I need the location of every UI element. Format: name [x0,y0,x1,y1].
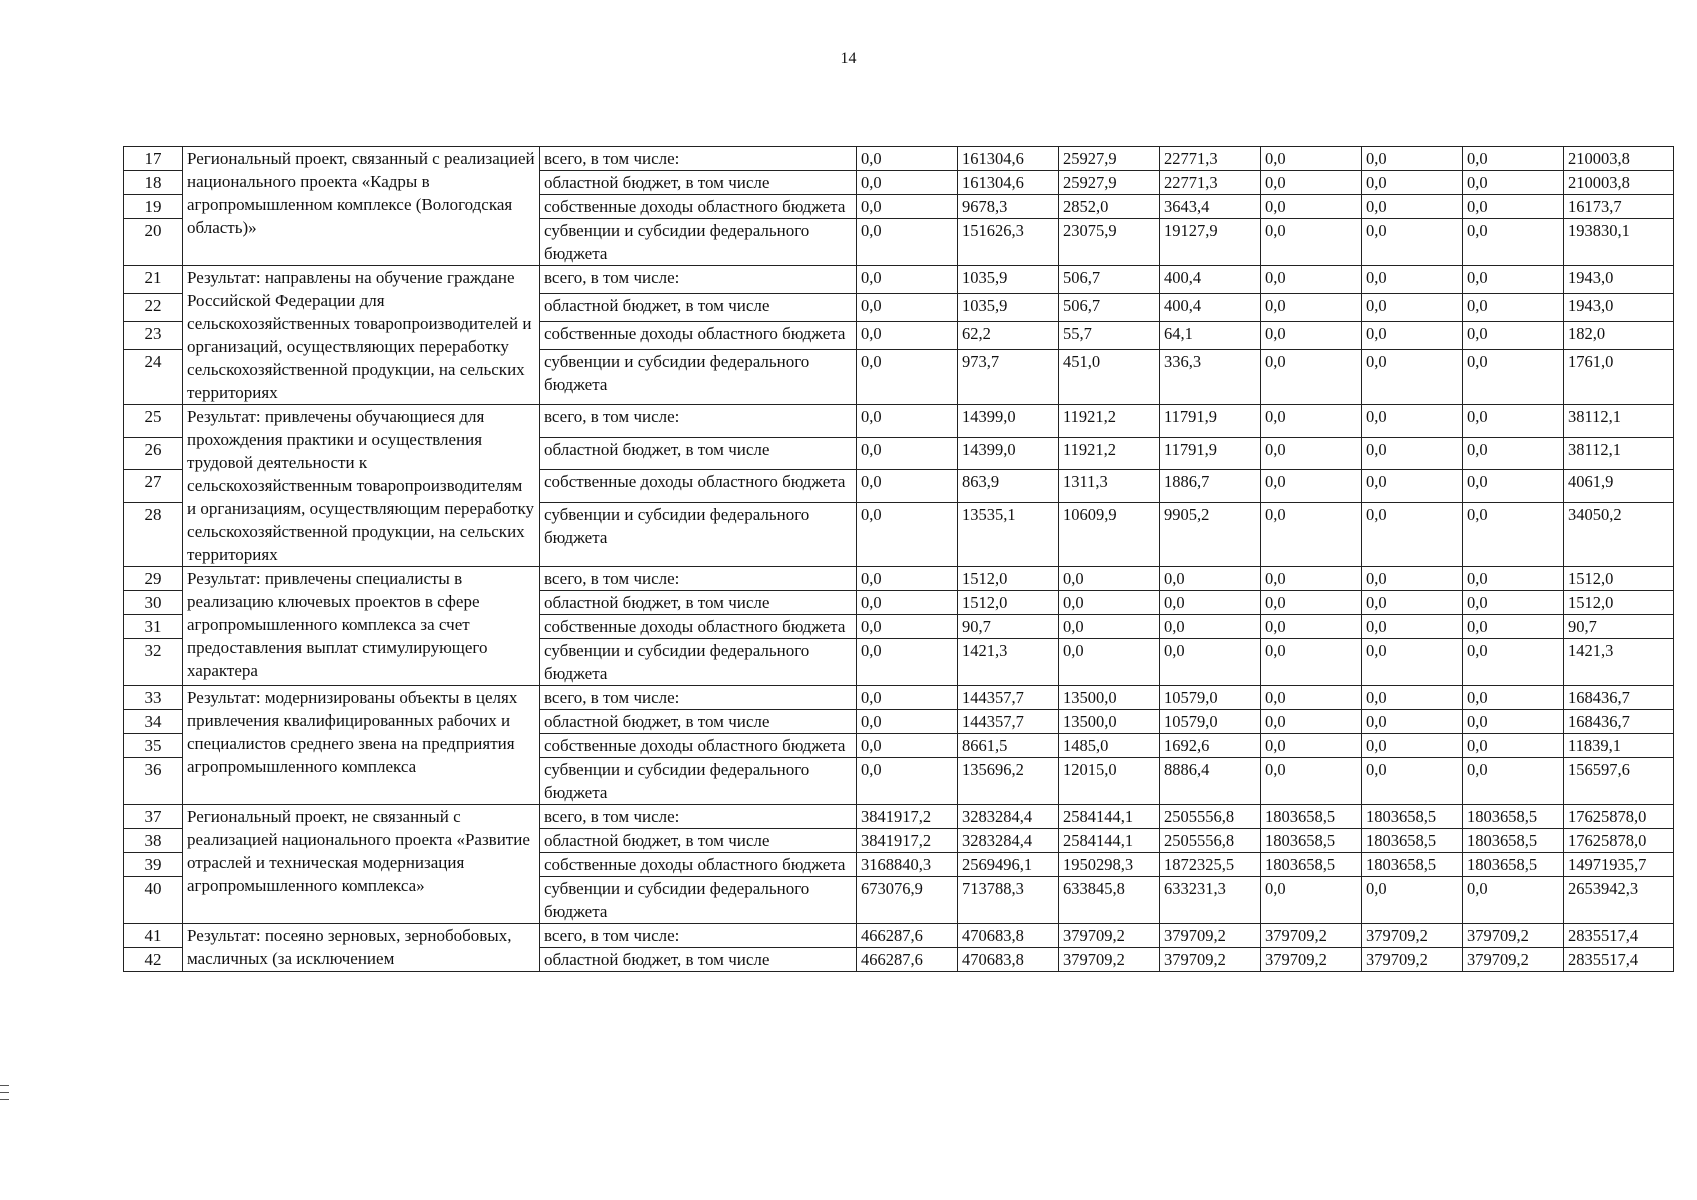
year-value: 0,0 [1463,686,1564,710]
year-value: 0,0 [1362,734,1463,758]
year-value: 0,0 [857,294,958,322]
year-value: 0,0 [857,405,958,438]
table-row [124,567,1674,591]
funding-source: субвенции и субсидии федерального бюджета [540,877,857,924]
year-value: 0,0 [857,686,958,710]
year-value: 161304,6 [958,171,1059,195]
year-value: 0,0 [1463,503,1564,567]
row-number: 26 [124,437,183,470]
year-value: 0,0 [1362,503,1463,567]
year-value: 0,0 [1261,591,1362,615]
funding-source: всего, в том числе: [540,567,857,591]
item-description: Результат: привлечены обучающиеся для прохождения практики и осуществления трудовой деятельности к сельскохозяйственным товаропроизводителям и организациям, осуществляющим переработку сельскохозяйственной продукции, на сельских территориях [183,405,540,567]
funding-source: собственные доходы областного бюджета [540,470,857,503]
year-value: 3168840,3 [857,853,958,877]
row-number: 28 [124,503,183,567]
year-value: 2584144,1 [1059,829,1160,853]
year-value: 19127,9 [1160,219,1261,266]
funding-source: всего, в том числе: [540,805,857,829]
year-value: 12015,0 [1059,758,1160,805]
year-value: 0,0 [1261,266,1362,294]
year-value: 1803658,5 [1362,829,1463,853]
total-value: 2653942,3 [1564,877,1674,924]
year-value: 1485,0 [1059,734,1160,758]
year-value: 10579,0 [1160,686,1261,710]
year-value: 0,0 [1059,567,1160,591]
funding-source: всего, в том числе: [540,147,857,171]
year-value: 379709,2 [1362,924,1463,948]
year-value: 10609,9 [1059,503,1160,567]
year-value: 3283284,4 [958,805,1059,829]
year-value: 2505556,8 [1160,829,1261,853]
year-value: 0,0 [1463,266,1564,294]
year-value: 2505556,8 [1160,805,1261,829]
margin-mark [0,1099,9,1100]
year-value: 90,7 [958,615,1059,639]
year-value: 379709,2 [1463,924,1564,948]
year-value: 1886,7 [1160,470,1261,503]
funding-source: областной бюджет, в том числе [540,710,857,734]
row-number: 40 [124,877,183,924]
year-value: 379709,2 [1059,924,1160,948]
year-value: 22771,3 [1160,171,1261,195]
funding-source: собственные доходы областного бюджета [540,322,857,350]
year-value: 0,0 [1362,470,1463,503]
year-value: 11791,9 [1160,405,1261,438]
year-value: 0,0 [857,591,958,615]
margin-mark [0,1085,9,1086]
total-value: 168436,7 [1564,710,1674,734]
year-value: 0,0 [1261,171,1362,195]
year-value: 0,0 [1261,734,1362,758]
year-value: 0,0 [1362,294,1463,322]
row-number: 23 [124,322,183,350]
year-value: 64,1 [1160,322,1261,350]
year-value: 25927,9 [1059,147,1160,171]
total-value: 1943,0 [1564,294,1674,322]
row-number: 35 [124,734,183,758]
year-value: 1512,0 [958,567,1059,591]
year-value: 0,0 [1362,639,1463,686]
year-value: 0,0 [857,470,958,503]
year-value: 0,0 [857,710,958,734]
year-value: 2584144,1 [1059,805,1160,829]
year-value: 1311,3 [1059,470,1160,503]
year-value: 0,0 [1261,615,1362,639]
year-value: 0,0 [1059,591,1160,615]
year-value: 22771,3 [1160,147,1261,171]
year-value: 1692,6 [1160,734,1261,758]
total-value: 4061,9 [1564,470,1674,503]
total-value: 14971935,7 [1564,853,1674,877]
year-value: 0,0 [1261,294,1362,322]
year-value: 0,0 [1160,591,1261,615]
year-value: 1803658,5 [1362,805,1463,829]
year-value: 0,0 [1261,350,1362,405]
funding-source: всего, в том числе: [540,405,857,438]
year-value: 13500,0 [1059,710,1160,734]
year-value: 0,0 [1362,266,1463,294]
year-value: 0,0 [1362,350,1463,405]
year-value: 0,0 [1261,758,1362,805]
year-value: 379709,2 [1261,948,1362,972]
year-value: 1803658,5 [1463,805,1564,829]
year-value: 470683,8 [958,948,1059,972]
year-value: 0,0 [1261,639,1362,686]
year-value: 1803658,5 [1463,829,1564,853]
year-value: 0,0 [1059,615,1160,639]
item-description: Результат: направлены на обучение граждане Российской Федерации для сельскохозяйственных товаропроизводителей и организаций, осуществляющих переработку сельскохозяйственной продукции, на сельских территориях [183,266,540,405]
funding-source: собственные доходы областного бюджета [540,734,857,758]
year-value: 863,9 [958,470,1059,503]
year-value: 0,0 [1362,877,1463,924]
funding-source: субвенции и субсидии федерального бюджета [540,503,857,567]
total-value: 1512,0 [1564,591,1674,615]
table-row [124,686,1674,710]
year-value: 336,3 [1160,350,1261,405]
year-value: 400,4 [1160,266,1261,294]
total-value: 193830,1 [1564,219,1674,266]
year-value: 1803658,5 [1463,853,1564,877]
row-number: 33 [124,686,183,710]
year-value: 14399,0 [958,405,1059,438]
year-value: 0,0 [1463,294,1564,322]
year-value: 0,0 [1362,147,1463,171]
year-value: 11921,2 [1059,437,1160,470]
year-value: 0,0 [1261,437,1362,470]
year-value: 0,0 [1362,405,1463,438]
total-value: 2835517,4 [1564,948,1674,972]
row-number: 38 [124,829,183,853]
year-value: 0,0 [1463,734,1564,758]
year-value: 1803658,5 [1261,853,1362,877]
total-value: 156597,6 [1564,758,1674,805]
year-value: 1803658,5 [1261,805,1362,829]
year-value: 8886,4 [1160,758,1261,805]
year-value: 0,0 [1160,615,1261,639]
year-value: 0,0 [1362,567,1463,591]
year-value: 0,0 [1261,219,1362,266]
year-value: 0,0 [1261,567,1362,591]
year-value: 0,0 [1463,758,1564,805]
total-value: 210003,8 [1564,171,1674,195]
item-description: Региональный проект, не связанный с реализацией национального проекта «Развитие отраслей и техническая модернизация агропромышленного комплекса» [183,805,540,924]
year-value: 3841917,2 [857,829,958,853]
row-number: 36 [124,758,183,805]
funding-source: субвенции и субсидии федерального бюджета [540,758,857,805]
year-value: 0,0 [1362,437,1463,470]
year-value: 379709,2 [1362,948,1463,972]
year-value: 466287,6 [857,948,958,972]
year-value: 0,0 [1261,710,1362,734]
year-value: 0,0 [1362,591,1463,615]
row-number: 17 [124,147,183,171]
row-number: 41 [124,924,183,948]
funding-source: собственные доходы областного бюджета [540,853,857,877]
year-value: 0,0 [857,615,958,639]
year-value: 10579,0 [1160,710,1261,734]
year-value: 0,0 [1463,405,1564,438]
page-number: 14 [840,50,857,67]
table-row [124,805,1674,829]
year-value: 0,0 [1160,567,1261,591]
funding-source: всего, в том числе: [540,266,857,294]
total-value: 38112,1 [1564,405,1674,438]
year-value: 0,0 [1463,437,1564,470]
year-value: 0,0 [1261,147,1362,171]
funding-source: областной бюджет, в том числе [540,171,857,195]
year-value: 0,0 [857,266,958,294]
year-value: 23075,9 [1059,219,1160,266]
year-value: 0,0 [1463,350,1564,405]
table-row [124,405,1674,438]
total-value: 17625878,0 [1564,829,1674,853]
year-value: 0,0 [1362,615,1463,639]
year-value: 0,0 [857,758,958,805]
year-value: 0,0 [1463,147,1564,171]
row-number: 39 [124,853,183,877]
year-value: 0,0 [1261,503,1362,567]
total-value: 34050,2 [1564,503,1674,567]
year-value: 0,0 [857,437,958,470]
year-value: 0,0 [857,147,958,171]
row-number: 30 [124,591,183,615]
year-value: 0,0 [857,322,958,350]
year-value: 151626,3 [958,219,1059,266]
year-value: 0,0 [857,195,958,219]
funding-source: собственные доходы областного бюджета [540,615,857,639]
year-value: 0,0 [1463,567,1564,591]
year-value: 0,0 [857,734,958,758]
funding-source: всего, в том числе: [540,686,857,710]
funding-source: субвенции и субсидии федерального бюджета [540,639,857,686]
year-value: 0,0 [1463,219,1564,266]
year-value: 0,0 [1463,877,1564,924]
funding-source: областной бюджет, в том числе [540,591,857,615]
year-value: 8661,5 [958,734,1059,758]
funding-source: субвенции и субсидии федерального бюджета [540,219,857,266]
total-value: 90,7 [1564,615,1674,639]
row-number: 18 [124,171,183,195]
year-value: 2852,0 [1059,195,1160,219]
funding-source: областной бюджет, в том числе [540,294,857,322]
year-value: 0,0 [1463,710,1564,734]
year-value: 1035,9 [958,266,1059,294]
year-value: 0,0 [1463,171,1564,195]
year-value: 633231,3 [1160,877,1261,924]
year-value: 1950298,3 [1059,853,1160,877]
year-value: 0,0 [857,219,958,266]
total-value: 168436,7 [1564,686,1674,710]
year-value: 0,0 [1261,195,1362,219]
year-value: 3283284,4 [958,829,1059,853]
year-value: 9905,2 [1160,503,1261,567]
total-value: 16173,7 [1564,195,1674,219]
row-number: 32 [124,639,183,686]
year-value: 0,0 [1362,171,1463,195]
total-value: 17625878,0 [1564,805,1674,829]
item-description: Результат: привлечены специалисты в реализацию ключевых проектов в сфере агропромышленного комплекса за счет предоставления выплат стимулирующего характера [183,567,540,686]
year-value: 55,7 [1059,322,1160,350]
year-value: 9678,3 [958,195,1059,219]
row-number: 42 [124,948,183,972]
total-value: 1761,0 [1564,350,1674,405]
total-value: 1943,0 [1564,266,1674,294]
year-value: 0,0 [1362,219,1463,266]
year-value: 1421,3 [958,639,1059,686]
total-value: 2835517,4 [1564,924,1674,948]
year-value: 0,0 [857,503,958,567]
item-description: Результат: модернизированы объекты в целях привлечения квалифицированных рабочих и специалистов среднего звена на предприятия агропромышленного комплекса [183,686,540,805]
year-value: 400,4 [1160,294,1261,322]
year-value: 0,0 [1261,686,1362,710]
year-value: 11921,2 [1059,405,1160,438]
year-value: 0,0 [857,350,958,405]
year-value: 673076,9 [857,877,958,924]
year-value: 3643,4 [1160,195,1261,219]
year-value: 470683,8 [958,924,1059,948]
year-value: 0,0 [1261,470,1362,503]
year-value: 1512,0 [958,591,1059,615]
year-value: 144357,7 [958,710,1059,734]
year-value: 0,0 [1463,591,1564,615]
year-value: 506,7 [1059,266,1160,294]
year-value: 466287,6 [857,924,958,948]
year-value: 0,0 [1362,322,1463,350]
year-value: 1872325,5 [1160,853,1261,877]
year-value: 0,0 [1362,758,1463,805]
year-value: 0,0 [1261,877,1362,924]
year-value: 0,0 [1463,639,1564,686]
year-value: 451,0 [1059,350,1160,405]
year-value: 1803658,5 [1362,853,1463,877]
year-value: 13535,1 [958,503,1059,567]
year-value: 0,0 [857,639,958,686]
year-value: 2569496,1 [958,853,1059,877]
year-value: 1035,9 [958,294,1059,322]
year-value: 14399,0 [958,437,1059,470]
year-value: 0,0 [857,171,958,195]
year-value: 62,2 [958,322,1059,350]
funding-source: всего, в том числе: [540,924,857,948]
year-value: 11791,9 [1160,437,1261,470]
year-value: 379709,2 [1059,948,1160,972]
year-value: 0,0 [1362,686,1463,710]
row-number: 22 [124,294,183,322]
funding-source: областной бюджет, в том числе [540,948,857,972]
year-value: 379709,2 [1160,924,1261,948]
row-number: 25 [124,405,183,438]
year-value: 0,0 [1059,639,1160,686]
row-number: 37 [124,805,183,829]
year-value: 135696,2 [958,758,1059,805]
total-value: 11839,1 [1564,734,1674,758]
total-value: 38112,1 [1564,437,1674,470]
year-value: 25927,9 [1059,171,1160,195]
total-value: 210003,8 [1564,147,1674,171]
year-value: 0,0 [1160,639,1261,686]
year-value: 0,0 [1362,195,1463,219]
year-value: 0,0 [1463,615,1564,639]
funding-source: собственные доходы областного бюджета [540,195,857,219]
row-number: 29 [124,567,183,591]
row-number: 21 [124,266,183,294]
row-number: 27 [124,470,183,503]
year-value: 144357,7 [958,686,1059,710]
table-row [124,266,1674,294]
table-row [124,147,1674,171]
year-value: 506,7 [1059,294,1160,322]
row-number: 24 [124,350,183,405]
year-value: 0,0 [1463,322,1564,350]
row-number: 34 [124,710,183,734]
year-value: 973,7 [958,350,1059,405]
year-value: 379709,2 [1261,924,1362,948]
total-value: 1512,0 [1564,567,1674,591]
year-value: 0,0 [1261,322,1362,350]
year-value: 379709,2 [1160,948,1261,972]
year-value: 161304,6 [958,147,1059,171]
funding-source: областной бюджет, в том числе [540,829,857,853]
funding-source: областной бюджет, в том числе [540,437,857,470]
funding-table [123,146,1674,972]
year-value: 0,0 [1261,405,1362,438]
year-value: 1803658,5 [1261,829,1362,853]
year-value: 13500,0 [1059,686,1160,710]
item-description: Региональный проект, связанный с реализацией национального проекта «Кадры в агропромышленном комплексе (Вологодская область)» [183,147,540,266]
row-number: 31 [124,615,183,639]
year-value: 3841917,2 [857,805,958,829]
item-description: Результат: посеяно зерновых, зернобобовых, масличных (за исключением [183,924,540,972]
year-value: 0,0 [1463,195,1564,219]
margin-mark [0,1092,9,1093]
year-value: 633845,8 [1059,877,1160,924]
total-value: 1421,3 [1564,639,1674,686]
year-value: 0,0 [1463,470,1564,503]
row-number: 19 [124,195,183,219]
year-value: 0,0 [1362,710,1463,734]
year-value: 0,0 [857,567,958,591]
total-value: 182,0 [1564,322,1674,350]
year-value: 713788,3 [958,877,1059,924]
row-number: 20 [124,219,183,266]
funding-source: субвенции и субсидии федерального бюджета [540,350,857,405]
table-row [124,924,1674,948]
year-value: 379709,2 [1463,948,1564,972]
